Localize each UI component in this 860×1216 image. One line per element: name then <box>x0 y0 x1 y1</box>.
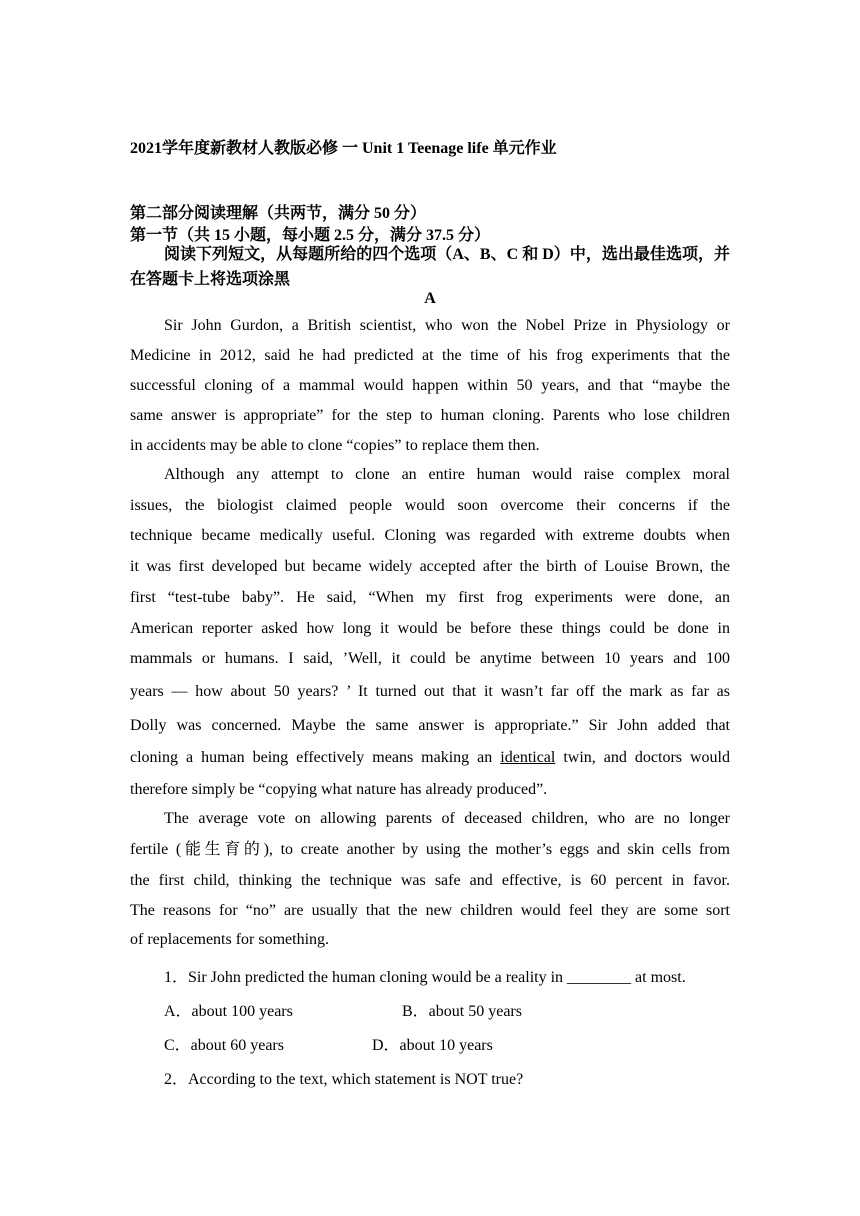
paragraph-line: Dolly was concerned. Maybe the same answer is appropriate.” Sir John added that <box>130 716 730 734</box>
paragraph-line: fertile (能生育的), to create another by using the mother’s eggs and skin cells from <box>130 841 730 858</box>
paragraph-line <box>130 742 730 774</box>
paragraph-line: American reporter asked how long it would be before these things could be done in <box>130 619 730 637</box>
paragraph-line: successful cloning of a mammal would happen within 50 years, and that “maybe the <box>130 377 730 394</box>
paragraph-line: years — how about 50 years? ’ It turned out that it wasn’t far off the mark as far as <box>130 682 730 700</box>
paragraph-line: it was first developed but became widely accepted after the birth of Louise Brown, the <box>130 558 730 576</box>
paragraph-line: The reasons for “no” are usually that the new children would feel they are some sort <box>130 902 730 919</box>
paragraph-line: mammals or humans. I said, ’Well, it could be anytime between 10 years and 100 <box>130 650 730 668</box>
subsection-heading: 第一节（共 15 小题，每小题 2.5 分，满分 37.5 分） <box>130 227 491 244</box>
paragraph-line: in accidents may be able to clone “copies” to replace them then. <box>130 437 540 454</box>
paragraph-line: Medicine in 2012, said he had predicted at the time of his frog experiments that the <box>130 347 730 364</box>
instructions: 阅读下列短文，从每题所给的四个选项（A、B、C 和 D）中，选出最佳选项，并在答题卡上将选项涂黑 <box>130 246 730 288</box>
paragraph-line: same answer is appropriate” for the step to human cloning. Parents who lose children <box>130 407 730 424</box>
paragraph-line: The average vote on allowing parents of deceased children, who are no longer <box>164 810 730 827</box>
paragraph-3 <box>130 803 730 954</box>
question-1: 1．Sir John predicted the human cloning would be a reality in ________ at most. <box>164 969 686 986</box>
paragraph-line: of replacements for something. <box>130 931 330 948</box>
paragraph-line: Although any attempt to clone an entire human would raise complex moral <box>164 466 730 483</box>
paragraph-line: Sir John Gurdon, a British scientist, who won the Nobel Prize in Physiology or <box>164 317 730 334</box>
question-2: 2．According to the text, which statement is NOT true? <box>164 1071 524 1088</box>
section-heading: 第二部分阅读理解（共两节，满分 50 分） <box>130 205 427 222</box>
option-c: C．about 60 years <box>164 1037 284 1054</box>
paragraph-line: first “test-tube baby”. He said, “When my first frog experiments were done, an <box>130 588 730 606</box>
option-b: B．about 50 years <box>402 1003 522 1020</box>
underlined-word: identical <box>500 748 556 766</box>
paragraph-1 <box>130 311 730 461</box>
line-text: twin, and doctors would <box>555 748 731 766</box>
line-text: cloning a human being effectively means making an <box>130 748 501 766</box>
option-d: D．about 10 years <box>372 1037 493 1054</box>
passage-letter: A <box>424 290 436 307</box>
paragraph-line: therefore simply be “copying what nature has already produced”. <box>130 780 548 798</box>
paragraph-2 <box>130 460 730 805</box>
option-a: A．about 100 years <box>164 1003 293 1020</box>
paragraph-line: issues, the biologist claimed people would soon overcome their concerns if the <box>130 496 730 514</box>
paragraph-line: technique became medically useful. Cloning was regarded with extreme doubts when <box>130 527 730 545</box>
document-title: 2021学年度新教材人教版必修 一 Unit 1 Teenage life 单元作业 <box>130 140 557 157</box>
paragraph-line: the first child, thinking the technique was safe and effective, is 60 percent in favor. <box>130 872 730 889</box>
